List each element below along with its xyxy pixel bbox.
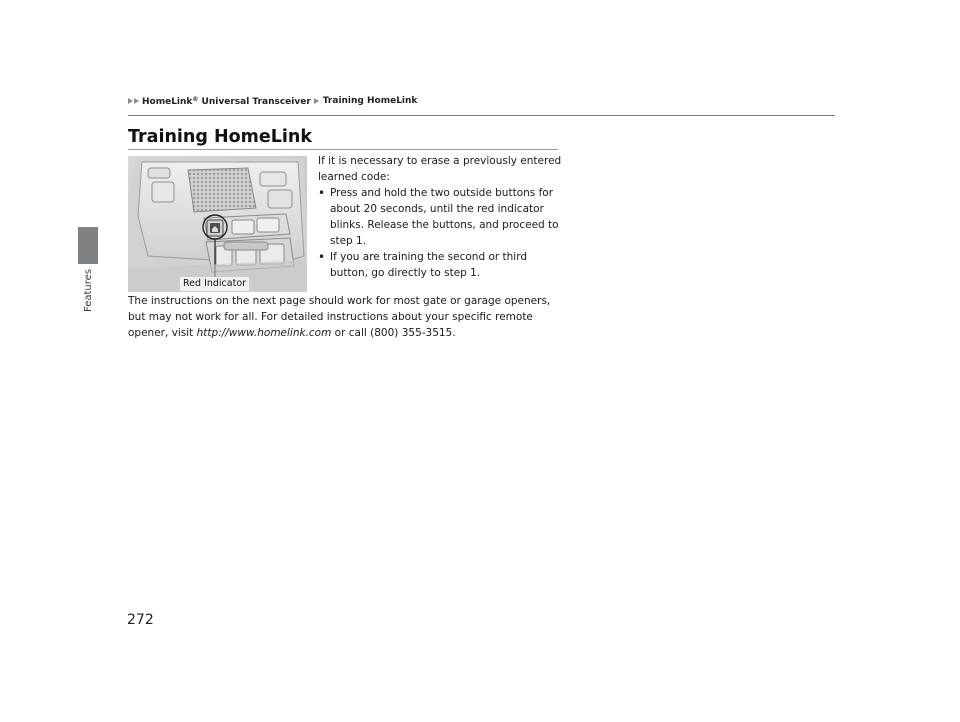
erase-steps-list <box>318 185 563 281</box>
homelink-website-link[interactable]: http://www.homelink.com <box>196 327 332 339</box>
breadcrumb-item-training-homelink[interactable]: Training HomeLink <box>322 96 418 106</box>
breadcrumb-item-homelink-transceiver[interactable]: HomeLink® Universal Transceiver <box>142 95 311 107</box>
red-indicator-label: Red Indicator <box>180 277 249 291</box>
list-item: • If you are training the second or third button, go directly to step 1. <box>318 249 563 281</box>
console-figure <box>128 156 307 292</box>
body-paragraph <box>128 293 568 341</box>
page-number: 272 <box>127 612 154 628</box>
header-rule <box>128 115 835 116</box>
erase-code-instructions <box>318 153 563 281</box>
section-label-wrap <box>82 268 96 328</box>
title-rule <box>128 149 558 150</box>
breadcrumb-arrow-icon <box>128 98 133 104</box>
page-title: Training HomeLink <box>128 127 313 147</box>
list-item: • Press and hold the two outside buttons for about 20 seconds, until the red indicator blinks. Release the buttons, and proceed to step 1. <box>318 185 563 249</box>
section-tab <box>78 227 98 264</box>
instructions-note: The instructions on the next page should work for most gate or garage openers, but may not work for all. For detailed instructions about your specific remote opener, visit http://www.homelink.com or call (800) 355-3515. <box>128 295 551 339</box>
overhead-console-image <box>128 156 307 292</box>
section-label: Features <box>83 269 94 312</box>
breadcrumb-arrow-icon <box>134 98 139 104</box>
intro-lead: If it is necessary to erase a previously entered learned code: <box>318 155 562 183</box>
breadcrumb <box>128 95 417 107</box>
breadcrumb-separator <box>314 98 320 104</box>
breadcrumb-arrow-icon <box>314 98 319 104</box>
